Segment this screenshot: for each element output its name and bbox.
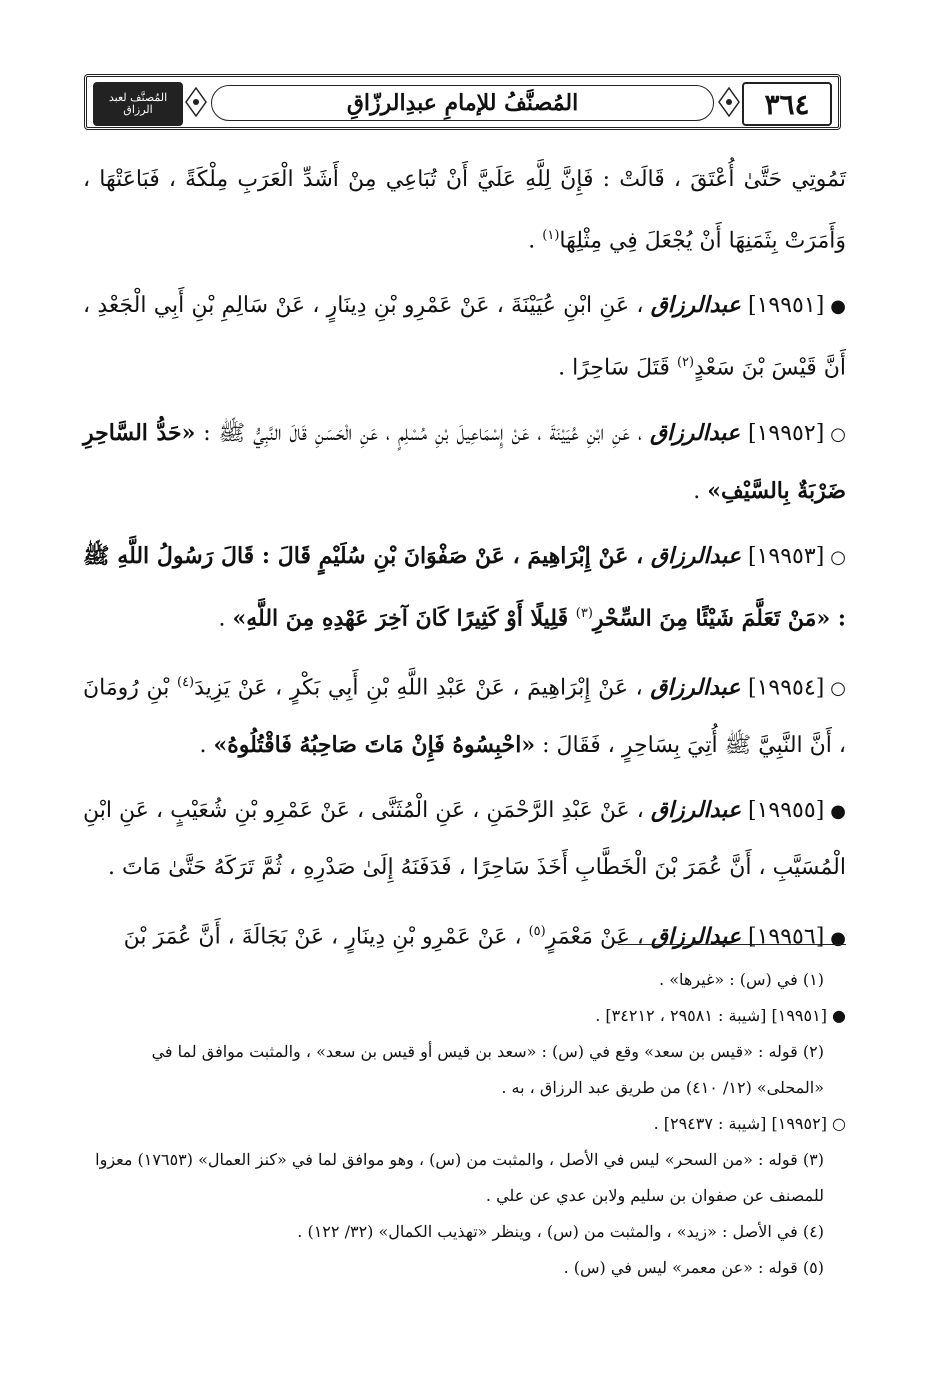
paragraph-text: قَتَلَ سَاحِرًا . [558,355,677,381]
hadith-paragraph [83,152,846,269]
footnote-ref: (٥) [528,924,546,940]
paragraph-text: ، عَنِ ابْنِ عُيَيْنَةَ ، عَنْ عَمْرِو بْنِ دِينَارٍ ، عَنْ سَالِمِ بْنِ أَبِي الْجَعْدِ ، أَنَّ قَيْسَ بْنَ سَعْدٍ [83,293,846,381]
main-text [83,152,846,975]
footnote: (١) في (س) : «غيرها» . [659,970,824,989]
footnote-ref: (١) [542,228,560,243]
hadith-quote: «احْبِسُوهُ فَإِنْ مَاتَ صَاحِبُهُ فَاقْتُلُوهُ» [213,732,536,759]
footnote-ref: (٣) [575,605,593,621]
author-name: عبدالرزاق [650,542,741,569]
bullet-icon: ○ [830,546,847,568]
hadith-number: [١٩٩٥٢] [748,420,825,446]
ornament-icon [718,87,740,117]
ornament-icon [185,87,207,117]
footnote: (٥) قوله : «عن معمر» ليس في (س) . [563,1258,824,1277]
footnote: (٤) في الأصل : «زيد» ، والمثبت من (س) ، وينظر «تهذيب الكمال» (٣٢/ ١٢٢) . [297,1222,824,1241]
page-number: ٣٦٤ [742,82,832,126]
hadith-paragraph [83,405,846,520]
paragraph-text: ، عَنْ عَبْدِ الرَّحْمَنِ ، عَنِ الْمُثَنَّى ، عَنْ عَمْرِو بْنِ شُعَيْبٍ ، عَنِ ابْنِ الْمُسَيَّبِ ، أَنَّ عُمَرَ بْنَ الْخَطَّابِ أَخَذَ سَاحِرًا ، فَدَفَنَهُ إِلَىٰ صَدْرِهِ ، ثُمَّ تَرَكَهُ حَتَّىٰ مَاتَ . [83,798,846,881]
paragraph-text: ، عَنْ إِبْرَاهِيمَ ، عَنْ صَفْوَانَ بْنِ سُلَيْمٍ قَالَ : قَالَ رَسُولُ اللَّهِ ﷺ : «مَنْ تَعَلَّمَ شَيْئًا مِنَ السِّحْرِ [83,542,846,631]
footnote-ref: (٤) [176,674,195,690]
footnote: (٢) قوله : «قيس بن سعد» وقع في (س) : «سعد بن قيس أو قيس بن سعد» ، والمثبت موافق لما في «المحلى» (١٢/ ٤١٠) من طريق عبد الرزاق ، به . [151,1042,824,1097]
page-header [84,74,841,130]
paragraph-text: ، عَنْ عَمْرِو بْنِ دِينَارٍ ، عَنْ بَجَالَةَ ، أَنَّ عُمَرَ بْنَ [123,924,529,950]
hadith-number: [١٩٩٥٥] [748,798,825,824]
bullet-icon: ● [830,927,846,949]
bullet-icon: ○ [830,423,846,445]
bullet-icon: ○ [830,678,846,700]
source-reference: ● [١٩٩٥١] [شيبة : ٢٩٥٨١ ، ٣٤٢١٢] . [595,1006,846,1025]
footnotes [83,962,846,1286]
bullet-icon: ● [830,296,846,318]
paragraph-text: ، عَنِ ابْنِ عُيَيْنَةَ ، عَنْ إِسْمَاعِيلَ بْنِ مُسْلِمٍ ، عَنِ الْحَسَنِ قَالَ النَّبِيُّ ﷺ : [195,420,650,446]
paragraph-text: . [199,733,214,759]
hadith-number: [١٩٩٥٦] [748,924,825,950]
footnote: (٣) قوله : «من السحر» ليس في الأصل ، والمثبت من (س) ، وهو موافق لما في «كنز العمال» (١٧٦٥٣) معزوا للمصنف عن صفوان بن سليم ولابن عدي عن علي . [95,1150,824,1205]
source-reference: ○ [١٩٩٥٢] [شيبة : ٢٩٤٣٧] . [653,1114,846,1133]
author-name: عبدالرزاق [650,923,741,950]
book-title: المُصنَّفُ للإمامِ عبدِالرزّاقِ [211,85,714,121]
author-name: عبدالرزاق [649,419,741,446]
paragraph-text: . [693,478,708,504]
hadith-paragraph [83,528,846,647]
hadith-paragraph [83,655,846,774]
footnote-ref: (٢) [676,355,695,371]
hadith-number: [١٩٩٥٤] [748,675,825,701]
hadith-paragraph [83,904,846,966]
paragraph-text: تَمُوتِي حَتَّىٰ أُعْتَقَ ، قَالَتْ : فَإِنَّ لِلَّهِ عَلَيَّ أَنْ تُبَاعِي مِنْ أَشَدِّ الْعَرَبِ مِلْكَةً ، فَبَاعَتْهَا ، وَأَمَرَتْ بِثَمَنِهَا أَنْ يُجْعَلَ فِي مِثْلِهَا [83,167,846,254]
paragraph-text: بْنِ رُومَانَ ، أَنَّ النَّبِيَّ ﷺ أُتِيَ بِسَاحِرٍ ، فَقَالَ : [83,675,846,759]
paragraph-text: ، عَنْ إِبْرَاهِيمَ ، عَنْ عَبْدِ اللَّهِ بْنِ أَبِي بَكْرٍ ، عَنْ يَزِيدَ [194,675,651,701]
hadith-paragraph [83,277,846,396]
author-name: عبدالرزاق [650,674,741,701]
hadith-paragraph [83,782,846,896]
paragraph-text: . [528,228,543,254]
hadith-number: [١٩٩٥٣] [748,543,825,569]
book-logo: المُصنَّف لعبد الرزاق [93,82,183,126]
hadith-quote: «حَدُّ السَّاحِرِ ضَرْبَةٌ بِالسَّيْفِ» [83,419,846,504]
author-name: عبدالرزاق [650,797,741,824]
hadith-quote: قَلِيلًا أَوْ كَثِيرًا كَانَ آخِرَ عَهْدِهِ مِنَ اللَّهِ» [232,604,576,631]
author-name: عبدالرزاق [650,292,741,319]
footnote-divider [618,944,846,945]
hadith-number: [١٩٩٥١] [748,293,825,319]
bullet-icon: ● [830,801,847,823]
paragraph-text: . [218,605,233,631]
paragraph-text: ، عَنْ مَعْمَرٍ [545,924,651,950]
